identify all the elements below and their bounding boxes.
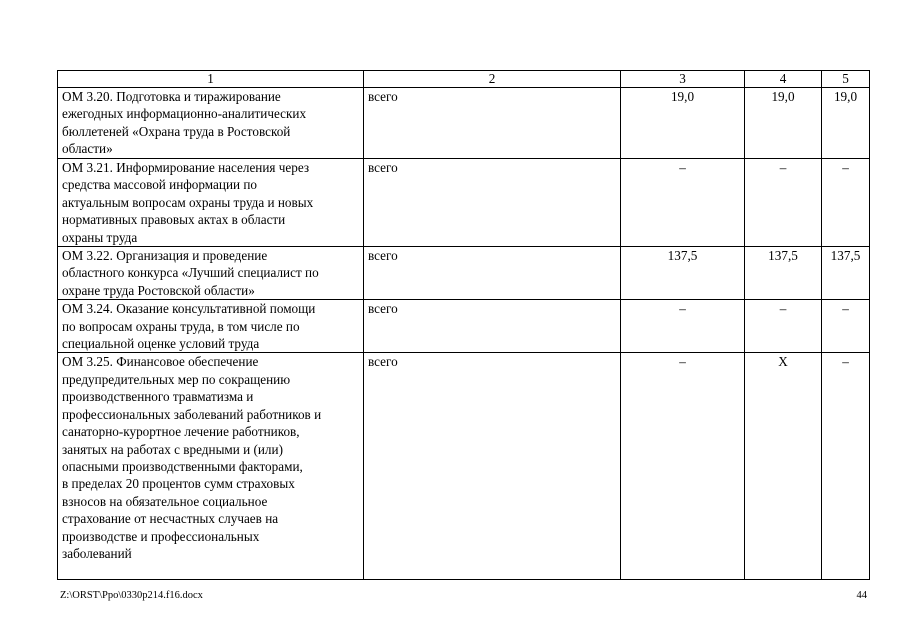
header-col-3: 3 [621, 71, 745, 88]
header-row [58, 71, 870, 88]
header-col-4: 4 [745, 71, 822, 88]
table-row [58, 300, 870, 353]
measure-name: ОМ 3.24. Оказание консультативной помощи по вопросам охраны труда, в том числе по специальной оценке условий труда [58, 300, 364, 353]
funding-source: всего [364, 300, 621, 353]
budget-table [57, 70, 870, 580]
value-col-4: – [745, 159, 822, 247]
table-row [58, 88, 870, 159]
funding-source: всего [364, 247, 621, 300]
value-col-5: 137,5 [822, 247, 870, 300]
value-col-3: – [621, 300, 745, 353]
value-col-3: 19,0 [621, 88, 745, 159]
table-row [58, 353, 870, 580]
table-row [58, 159, 870, 247]
value-col-5: – [822, 353, 870, 580]
measure-name: ОМ 3.20. Подготовка и тиражирование ежегодных информационно-аналитических бюллетеней «Охрана труда в Ростовской области» [58, 88, 364, 159]
funding-source: всего [364, 88, 621, 159]
footer-file-path: Z:\ORST\Ppo\0330p214.f16.docx [60, 590, 203, 601]
value-col-3: – [621, 159, 745, 247]
value-col-5: – [822, 159, 870, 247]
header-col-5: 5 [822, 71, 870, 88]
value-col-4: Х [745, 353, 822, 580]
table-row [58, 247, 870, 300]
value-col-5: – [822, 300, 870, 353]
value-col-4: 137,5 [745, 247, 822, 300]
table-header [58, 71, 870, 88]
header-col-2: 2 [364, 71, 621, 88]
measure-name: ОМ 3.22. Организация и проведение областного конкурса «Лучший специалист по охране труда Ростовской области» [58, 247, 364, 300]
measure-name: ОМ 3.25. Финансовое обеспечение предупредительных мер по сокращению производственного травматизма и профессиональных заболеваний работников и санаторно-курортное лечение работников, занятых на работах с вредными и (или) опасными производственными факторами, в пределах 20 процентов сумм страховых взносов на обязательное социальное страхование от несчастных случаев на производстве и профессиональных заболеваний [58, 353, 364, 580]
value-col-3: 137,5 [621, 247, 745, 300]
table-body [58, 88, 870, 580]
value-col-4: 19,0 [745, 88, 822, 159]
measure-name: ОМ 3.21. Информирование населения через средства массовой информации по актуальным вопросам охраны труда и новых нормативных правовых актах в области охраны труда [58, 159, 364, 247]
funding-source: всего [364, 159, 621, 247]
value-col-4: – [745, 300, 822, 353]
footer-page-number: 44 [856, 590, 867, 601]
funding-source: всего [364, 353, 621, 580]
value-col-5: 19,0 [822, 88, 870, 159]
value-col-3: – [621, 353, 745, 580]
header-col-1: 1 [58, 71, 364, 88]
